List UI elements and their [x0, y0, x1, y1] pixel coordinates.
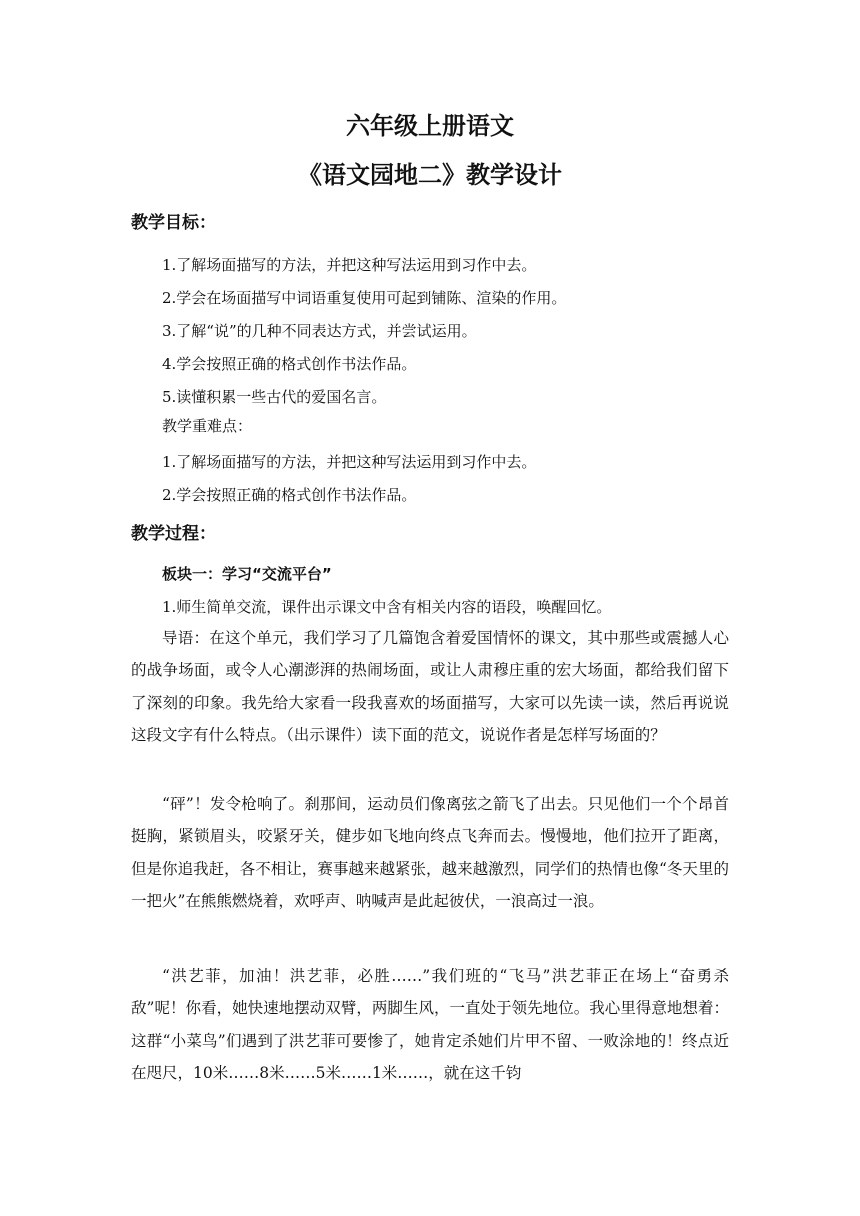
sample-paragraph-1: “砰”！发令枪响了。刹那间，运动员们像离弦之箭飞了出去。只见他们一个个昂首挺胸，紧锁眉头，咬紧牙关，健步如飞地向终点飞奔而去。慢慢地，他们拉开了距离，但是你追我赶，各不相让，赛事越来越紧张，越来越激烈，同学们的热情也像“冬天里的一把火”在熊熊燃烧着，欢呼声、呐喊声是此起彼伏，一浪高过一浪。 — [131, 795, 729, 910]
goal-item: 2.学会在场面描写中词语重复使用可起到铺陈、渲染的作用。 — [162, 289, 567, 307]
intro-paragraph: 导语：在这个单元，我们学习了几篇饱含着爱国情怀的课文，其中那些或震撼人心的战争场面，或令人心潮澎湃的热闹场面，或让人肃穆庄重的宏大场面，都给我们留下了深刻的印象。我先给大家看一段我喜欢的场面描写，大家可以先读一读，然后再说说这段文字有什么特点。（出示课件）读下面的范文，说说作者是怎样写场面的？ — [131, 629, 729, 744]
goal-item: 3.了解“说”的几种不同表达方式，并尝试运用。 — [162, 322, 477, 340]
document-title: 六年级上册语文 — [346, 112, 514, 140]
sample-paragraph-2: “洪艺菲，加油！洪艺菲，必胜……”我们班的“飞马”洪艺菲正在场上“奋勇杀敌”呢！你看，她快速地摆动双臂，两脚生风，一直处于领先地位。我心里得意地想着：这群“小菜鸟”们遇到了洪艺菲可要惨了，她肯定杀她们片甲不留、一败涂地的！终点近在咫尺，10米……8米……5米……1米……，就在这千钧 — [131, 967, 729, 1082]
key-points-heading: 教学重难点： — [162, 417, 253, 435]
key-point-item: 1.了解场面描写的方法，并把这种写法运用到习作中去。 — [162, 453, 537, 471]
process-heading: 教学过程： — [131, 524, 216, 544]
key-point-item: 2.学会按照正确的格式创作书法作品。 — [162, 486, 417, 504]
goals-heading: 教学目标： — [131, 213, 216, 233]
step-1: 1.师生简单交流，课件出示课文中含有相关内容的语段，唤醒回忆。 — [162, 598, 612, 616]
document-subtitle: 《语文园地二》教学设计 — [298, 161, 562, 189]
goal-item: 1.了解场面描写的方法，并把这种写法运用到习作中去。 — [162, 256, 537, 274]
goal-item: 5.读懂积累一些古代的爱国名言。 — [162, 388, 387, 406]
goal-item: 4.学会按照正确的格式创作书法作品。 — [162, 355, 417, 373]
block1-heading: 板块一：学习“交流平台” — [162, 565, 332, 583]
